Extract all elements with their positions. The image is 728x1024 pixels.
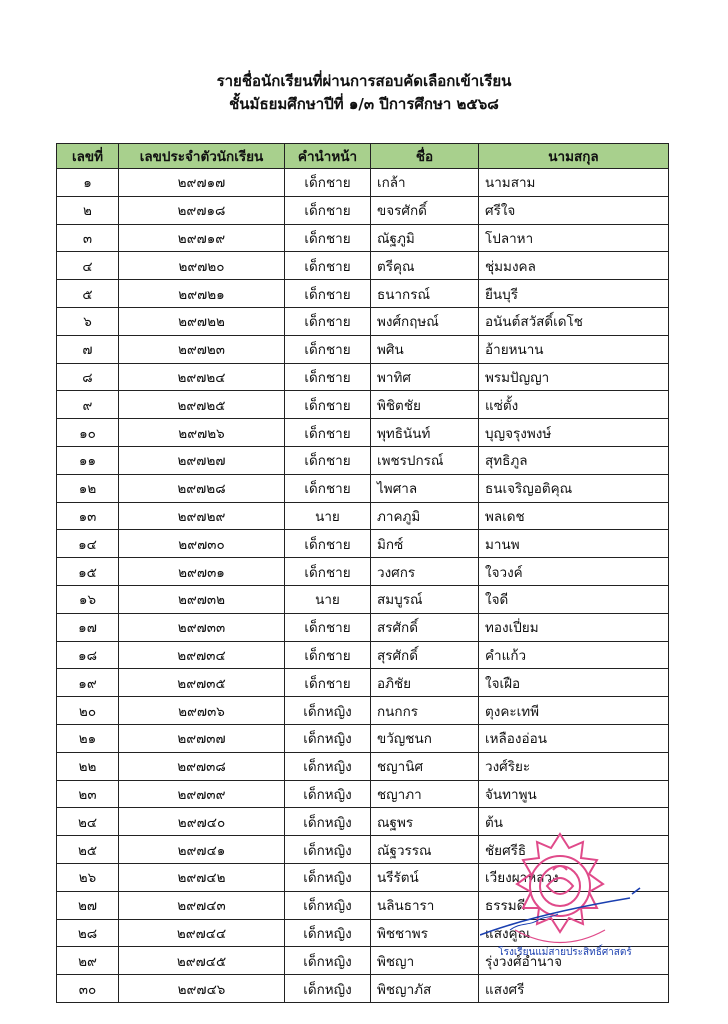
cell-last-name: ทองเปี่ยม — [479, 613, 669, 641]
cell-number: ๑๙ — [57, 669, 119, 697]
cell-last-name: เวียงผาหลวง — [479, 863, 669, 891]
cell-student-id: ๒๙๗๓๓ — [119, 613, 285, 641]
cell-first-name: ตรีคุณ — [371, 252, 479, 280]
cell-student-id: ๒๙๗๒๓ — [119, 335, 285, 363]
cell-first-name: อภิชัย — [371, 669, 479, 697]
cell-student-id: ๒๙๗๔๐ — [119, 808, 285, 836]
cell-last-name: พลเดช — [479, 502, 669, 530]
table-row — [57, 474, 669, 502]
cell-number: ๑๑ — [57, 446, 119, 474]
cell-number: ๒๖ — [57, 863, 119, 891]
table-row — [57, 169, 669, 197]
cell-student-id: ๒๙๗๒๖ — [119, 419, 285, 447]
cell-prefix: เด็กหญิง — [285, 752, 371, 780]
cell-last-name: สุทธิภูล — [479, 446, 669, 474]
cell-last-name: โปลาหา — [479, 224, 669, 252]
table-row — [57, 307, 669, 335]
cell-first-name: นรีรัตน์ — [371, 863, 479, 891]
cell-prefix: เด็กหญิง — [285, 975, 371, 1003]
table-row — [57, 697, 669, 725]
seal-caption: โรงเรียนแม่สายประสิทธิ์ศาสตร์ — [498, 947, 632, 958]
cell-prefix: เด็กหญิง — [285, 891, 371, 919]
cell-student-id: ๒๙๗๑๘ — [119, 196, 285, 224]
cell-prefix: เด็กชาย — [285, 224, 371, 252]
cell-prefix: เด็กชาย — [285, 196, 371, 224]
cell-number: ๒๗ — [57, 891, 119, 919]
table-row — [57, 641, 669, 669]
cell-last-name: แสงคูณ — [479, 919, 669, 947]
cell-prefix: เด็กชาย — [285, 558, 371, 586]
cell-student-id: ๒๙๗๔๒ — [119, 863, 285, 891]
cell-prefix: เด็กหญิง — [285, 836, 371, 864]
cell-number: ๒๐ — [57, 697, 119, 725]
header-student-id: เลขประจำตัวนักเรียน — [119, 144, 285, 169]
cell-student-id: ๒๙๗๔๑ — [119, 836, 285, 864]
cell-number: ๖ — [57, 307, 119, 335]
cell-student-id: ๒๙๗๒๐ — [119, 252, 285, 280]
cell-last-name: เหลืองอ่อน — [479, 724, 669, 752]
cell-number: ๕ — [57, 280, 119, 308]
cell-last-name: ใจดี — [479, 585, 669, 613]
table-row — [57, 419, 669, 447]
cell-student-id: ๒๙๗๓๗ — [119, 724, 285, 752]
cell-first-name: เกล้า — [371, 169, 479, 197]
cell-prefix: เด็กหญิง — [285, 724, 371, 752]
cell-last-name: อ้ายหนาน — [479, 335, 669, 363]
cell-student-id: ๒๙๗๔๓ — [119, 891, 285, 919]
cell-student-id: ๒๙๗๓๖ — [119, 697, 285, 725]
cell-number: ๙ — [57, 391, 119, 419]
cell-student-id: ๒๙๗๓๐ — [119, 530, 285, 558]
cell-last-name: ชุ่มมงคล — [479, 252, 669, 280]
cell-prefix: เด็กหญิง — [285, 780, 371, 808]
cell-first-name: ณัฐวรรณ — [371, 836, 479, 864]
cell-last-name: คำแก้ว — [479, 641, 669, 669]
cell-prefix: เด็กชาย — [285, 641, 371, 669]
cell-number: ๑๖ — [57, 585, 119, 613]
cell-student-id: ๒๙๗๔๕ — [119, 947, 285, 975]
cell-prefix: เด็กชาย — [285, 530, 371, 558]
cell-first-name: ณัฐภูมิ — [371, 224, 479, 252]
cell-student-id: ๒๙๗๒๙ — [119, 502, 285, 530]
cell-number: ๑๔ — [57, 530, 119, 558]
cell-first-name: ชญาภา — [371, 780, 479, 808]
cell-prefix: เด็กหญิง — [285, 947, 371, 975]
cell-last-name: ใจวงค์ — [479, 558, 669, 586]
cell-student-id: ๒๙๗๒๘ — [119, 474, 285, 502]
cell-prefix: เด็กชาย — [285, 613, 371, 641]
cell-student-id: ๒๙๗๓๒ — [119, 585, 285, 613]
cell-number: ๑๗ — [57, 613, 119, 641]
cell-last-name: รุ่งวงศ์อำนาจ — [479, 947, 669, 975]
cell-first-name: พงศ์กฤษณ์ — [371, 307, 479, 335]
cell-last-name: พรมปัญญา — [479, 363, 669, 391]
cell-number: ๘ — [57, 363, 119, 391]
cell-student-id: ๒๙๗๓๘ — [119, 752, 285, 780]
table-row — [57, 669, 669, 697]
cell-first-name: พิชชาพร — [371, 919, 479, 947]
header-first-name: ชื่อ — [371, 144, 479, 169]
cell-number: ๑๐ — [57, 419, 119, 447]
cell-student-id: ๒๙๗๔๔ — [119, 919, 285, 947]
cell-prefix: เด็กชาย — [285, 280, 371, 308]
cell-last-name: ธนเจริญอติคุณ — [479, 474, 669, 502]
cell-number: ๒๒ — [57, 752, 119, 780]
table-row — [57, 613, 669, 641]
cell-student-id: ๒๙๗๔๖ — [119, 975, 285, 1003]
table-row — [57, 446, 669, 474]
cell-first-name: มิกซ์ — [371, 530, 479, 558]
cell-student-id: ๒๙๗๓๕ — [119, 669, 285, 697]
cell-prefix: เด็กชาย — [285, 669, 371, 697]
cell-first-name: กนกกร — [371, 697, 479, 725]
cell-first-name: ไพศาล — [371, 474, 479, 502]
cell-first-name: พศิน — [371, 335, 479, 363]
header-last-name: นามสกุล — [479, 144, 669, 169]
cell-prefix: เด็กหญิง — [285, 919, 371, 947]
table-row — [57, 224, 669, 252]
cell-number: ๑๕ — [57, 558, 119, 586]
table-row — [57, 363, 669, 391]
cell-first-name: สรศักดิ์ — [371, 613, 479, 641]
cell-first-name: ขจรศักดิ์ — [371, 196, 479, 224]
cell-prefix: เด็กชาย — [285, 419, 371, 447]
cell-number: ๒ — [57, 196, 119, 224]
cell-last-name: ธรรมดี — [479, 891, 669, 919]
cell-last-name: ศรีใจ — [479, 196, 669, 224]
cell-prefix: เด็กชาย — [285, 252, 371, 280]
cell-prefix: เด็กหญิง — [285, 863, 371, 891]
table-row — [57, 335, 669, 363]
cell-first-name: พุทธินันท์ — [371, 419, 479, 447]
cell-prefix: เด็กชาย — [285, 307, 371, 335]
cell-first-name: สุรศักดิ์ — [371, 641, 479, 669]
cell-first-name: สมบูรณ์ — [371, 585, 479, 613]
cell-last-name: ยืนบุรี — [479, 280, 669, 308]
table-row — [57, 724, 669, 752]
document-subtitle: ชั้นมัธยมศึกษาปีที่ ๑/๓ ปีการศึกษา ๒๕๖๘ — [229, 95, 499, 113]
table-row — [57, 252, 669, 280]
cell-first-name: พิชิตชัย — [371, 391, 479, 419]
cell-number: ๒๓ — [57, 780, 119, 808]
cell-last-name: วงศ์ริยะ — [479, 752, 669, 780]
table-row — [57, 530, 669, 558]
cell-last-name: ตุงคะเทพี — [479, 697, 669, 725]
table-row — [57, 558, 669, 586]
table-row — [57, 780, 669, 808]
header-number: เลขที่ — [57, 144, 119, 169]
cell-number: ๔ — [57, 252, 119, 280]
table-row — [57, 502, 669, 530]
table-header-row — [57, 144, 669, 169]
cell-student-id: ๒๙๗๓๔ — [119, 641, 285, 669]
cell-number: ๗ — [57, 335, 119, 363]
cell-first-name: พิชญาภัส — [371, 975, 479, 1003]
cell-student-id: ๒๙๗๒๕ — [119, 391, 285, 419]
cell-number: ๑๒ — [57, 474, 119, 502]
cell-first-name: พิชญา — [371, 947, 479, 975]
table-row — [57, 196, 669, 224]
cell-prefix: นาย — [285, 585, 371, 613]
cell-prefix: เด็กชาย — [285, 335, 371, 363]
cell-first-name: ชญานิศ — [371, 752, 479, 780]
cell-first-name: ภาคภูมิ — [371, 502, 479, 530]
cell-last-name: ใจเฝือ — [479, 669, 669, 697]
cell-student-id: ๒๙๗๑๙ — [119, 224, 285, 252]
cell-number: ๑๓ — [57, 502, 119, 530]
cell-student-id: ๒๙๗๒๒ — [119, 307, 285, 335]
document-title: รายชื่อนักเรียนที่ผ่านการสอบคัดเลือกเข้าเรียน — [216, 72, 512, 90]
cell-prefix: เด็กชาย — [285, 169, 371, 197]
cell-prefix: เด็กชาย — [285, 363, 371, 391]
cell-number: ๒๘ — [57, 919, 119, 947]
cell-number: ๑ — [57, 169, 119, 197]
table-row — [57, 391, 669, 419]
cell-number: ๒๑ — [57, 724, 119, 752]
cell-student-id: ๒๙๗๒๑ — [119, 280, 285, 308]
cell-student-id: ๒๙๗๒๔ — [119, 363, 285, 391]
cell-first-name: ณฐพร — [371, 808, 479, 836]
cell-first-name: วงศกร — [371, 558, 479, 586]
cell-prefix: นาย — [285, 502, 371, 530]
cell-number: ๓๐ — [57, 975, 119, 1003]
cell-first-name: เพชรปกรณ์ — [371, 446, 479, 474]
table-row — [57, 975, 669, 1003]
table-row — [57, 585, 669, 613]
cell-prefix: เด็กหญิง — [285, 808, 371, 836]
cell-student-id: ๒๙๗๓๙ — [119, 780, 285, 808]
cell-number: ๒๙ — [57, 947, 119, 975]
cell-last-name: บุญจรุงพงษ์ — [479, 419, 669, 447]
cell-student-id: ๒๙๗๓๑ — [119, 558, 285, 586]
cell-prefix: เด็กชาย — [285, 391, 371, 419]
signature-icon — [480, 880, 650, 950]
cell-last-name: ต้น — [479, 808, 669, 836]
cell-student-id: ๒๙๗๑๗ — [119, 169, 285, 197]
table-row — [57, 752, 669, 780]
cell-number: ๓ — [57, 224, 119, 252]
header-prefix: คำนำหน้า — [285, 144, 371, 169]
cell-number: ๑๘ — [57, 641, 119, 669]
cell-prefix: เด็กชาย — [285, 446, 371, 474]
cell-last-name: แซ่ตั้ง — [479, 391, 669, 419]
cell-first-name: ธนากรณ์ — [371, 280, 479, 308]
cell-student-id: ๒๙๗๒๗ — [119, 446, 285, 474]
cell-number: ๒๔ — [57, 808, 119, 836]
cell-first-name: พาทิศ — [371, 363, 479, 391]
cell-first-name: ขวัญชนก — [371, 724, 479, 752]
cell-last-name: มานพ — [479, 530, 669, 558]
cell-last-name: อนันต์สวัสดิ์เดโช — [479, 307, 669, 335]
cell-last-name: ชัยศรีธิ — [479, 836, 669, 864]
cell-number: ๒๕ — [57, 836, 119, 864]
table-row — [57, 280, 669, 308]
cell-first-name: นลินธารา — [371, 891, 479, 919]
cell-prefix: เด็กหญิง — [285, 697, 371, 725]
cell-prefix: เด็กชาย — [285, 474, 371, 502]
cell-last-name: แสงศรี — [479, 975, 669, 1003]
cell-last-name: จันทาพูน — [479, 780, 669, 808]
cell-last-name: นามสาม — [479, 169, 669, 197]
